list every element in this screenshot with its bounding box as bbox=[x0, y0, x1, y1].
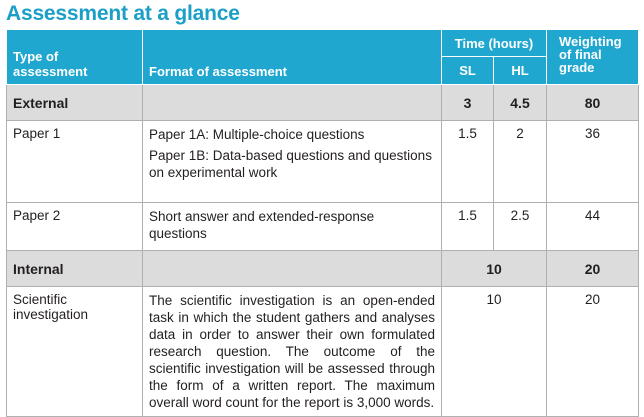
header-hl: HL bbox=[494, 57, 547, 85]
header-time: Time (hours) bbox=[442, 30, 547, 57]
header-row-1 bbox=[7, 30, 639, 57]
external-format bbox=[143, 85, 442, 121]
page-title: Assessment at a glance bbox=[6, 2, 240, 25]
internal-time: 10 bbox=[442, 251, 547, 287]
header-type: Type of assessment bbox=[7, 30, 143, 85]
row-external bbox=[7, 85, 639, 121]
scientific-format: The scientific investigation is an open-ended task in which the student gathers and analyses data in order to answer their own formulated research question. The outcome of the scientific investigation will be assessed through the form of a written report. The maximum overall word count for the report is 3,000 words. bbox=[143, 287, 442, 417]
header-sl: SL bbox=[442, 57, 494, 85]
paper1-sl: 1.5 bbox=[442, 121, 494, 203]
paper1-type: Paper 1 bbox=[7, 121, 143, 203]
external-type: External bbox=[7, 85, 143, 121]
scientific-time: 10 bbox=[442, 287, 547, 417]
paper1-format-b: Paper 1B: Data-based questions and questions on experimental work bbox=[149, 148, 432, 180]
scientific-type: Scientific investigation bbox=[7, 287, 143, 417]
header-format: Format of assessment bbox=[143, 30, 442, 85]
paper2-sl: 1.5 bbox=[442, 203, 494, 251]
header-weighting-line-1: Weighting bbox=[559, 34, 622, 49]
paper2-type: Paper 2 bbox=[7, 203, 143, 251]
row-internal bbox=[7, 251, 639, 287]
paper1-weighting: 36 bbox=[547, 121, 639, 203]
header-weighting-line-3: grade bbox=[559, 60, 595, 75]
row-paper-2 bbox=[7, 203, 639, 251]
external-weighting: 80 bbox=[547, 85, 639, 121]
paper1-format-a: Paper 1A: Multiple-choice questions bbox=[149, 127, 365, 142]
external-sl: 3 bbox=[442, 85, 494, 121]
paper2-weighting: 44 bbox=[547, 203, 639, 251]
header-weighting-line-2: of final bbox=[559, 47, 602, 62]
paper2-hl: 2.5 bbox=[494, 203, 547, 251]
scientific-weighting: 20 bbox=[547, 287, 639, 417]
external-hl: 4.5 bbox=[494, 85, 547, 121]
row-scientific-investigation bbox=[7, 287, 639, 417]
header-weighting bbox=[547, 30, 639, 85]
internal-weighting: 20 bbox=[547, 251, 639, 287]
internal-format bbox=[143, 251, 442, 287]
assessment-table bbox=[6, 29, 639, 417]
paper1-format bbox=[143, 121, 442, 203]
internal-type: Internal bbox=[7, 251, 143, 287]
paper2-format: Short answer and extended-response questions bbox=[143, 203, 442, 251]
row-paper-1 bbox=[7, 121, 639, 203]
paper1-hl: 2 bbox=[494, 121, 547, 203]
